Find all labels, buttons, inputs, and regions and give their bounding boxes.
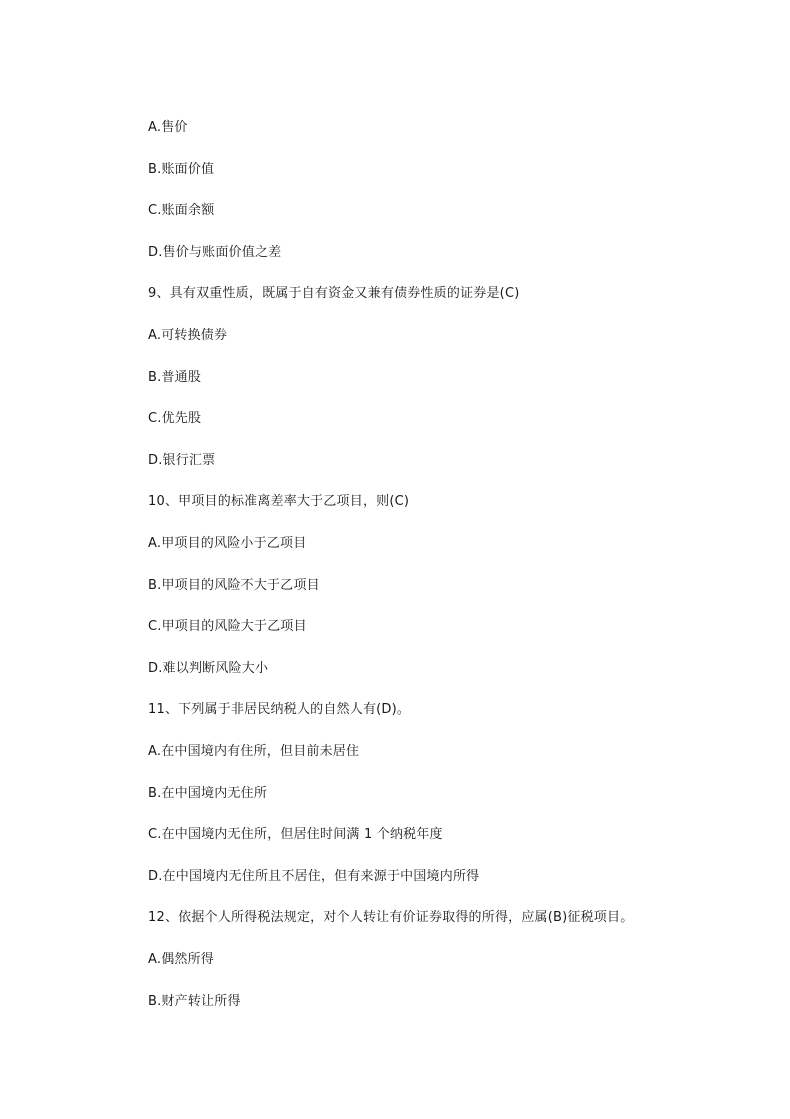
- option-b-q9: B.普通股: [148, 370, 202, 385]
- option-c-q10: C.甲项目的风险大于乙项目: [148, 619, 307, 634]
- option-a-q9: A.可转换债券: [148, 328, 228, 343]
- option-a-q11: A.在中国境内有住所，但目前未居住: [148, 744, 360, 759]
- option-c-q9: C.优先股: [148, 411, 202, 426]
- question-12: 12、依据个人所得税法规定，对个人转让有价证券取得的所得，应属(B)征税项目。: [148, 910, 634, 925]
- option-b-q8: B.账面价值: [148, 162, 215, 177]
- option-b-q12: B.财产转让所得: [148, 994, 241, 1009]
- question-11: 11、下列属于非居民纳税人的自然人有(D)。: [148, 702, 411, 717]
- question-10: 10、甲项目的标准离差率大于乙项目，则(C): [148, 494, 410, 509]
- option-a-q12: A.偶然所得: [148, 952, 214, 967]
- option-d-q8: D.售价与账面价值之差: [148, 245, 282, 260]
- option-d-q10: D.难以判断风险大小: [148, 661, 269, 676]
- option-a-q10: A.甲项目的风险小于乙项目: [148, 536, 307, 551]
- option-d-q11: D.在中国境内无住所且不居住，但有来源于中国境内所得: [148, 869, 480, 884]
- option-d-q9: D.银行汇票: [148, 453, 216, 468]
- option-c-q11: C.在中国境内无住所，但居住时间满 1 个纳税年度: [148, 827, 443, 842]
- option-b-q11: B.在中国境内无住所: [148, 786, 268, 801]
- question-9: 9、具有双重性质，既属于自有资金又兼有债券性质的证券是(C): [148, 286, 520, 301]
- option-a-q8: A.售价: [148, 120, 188, 135]
- option-c-q8: C.账面余额: [148, 203, 215, 218]
- option-b-q10: B.甲项目的风险不大于乙项目: [148, 578, 320, 593]
